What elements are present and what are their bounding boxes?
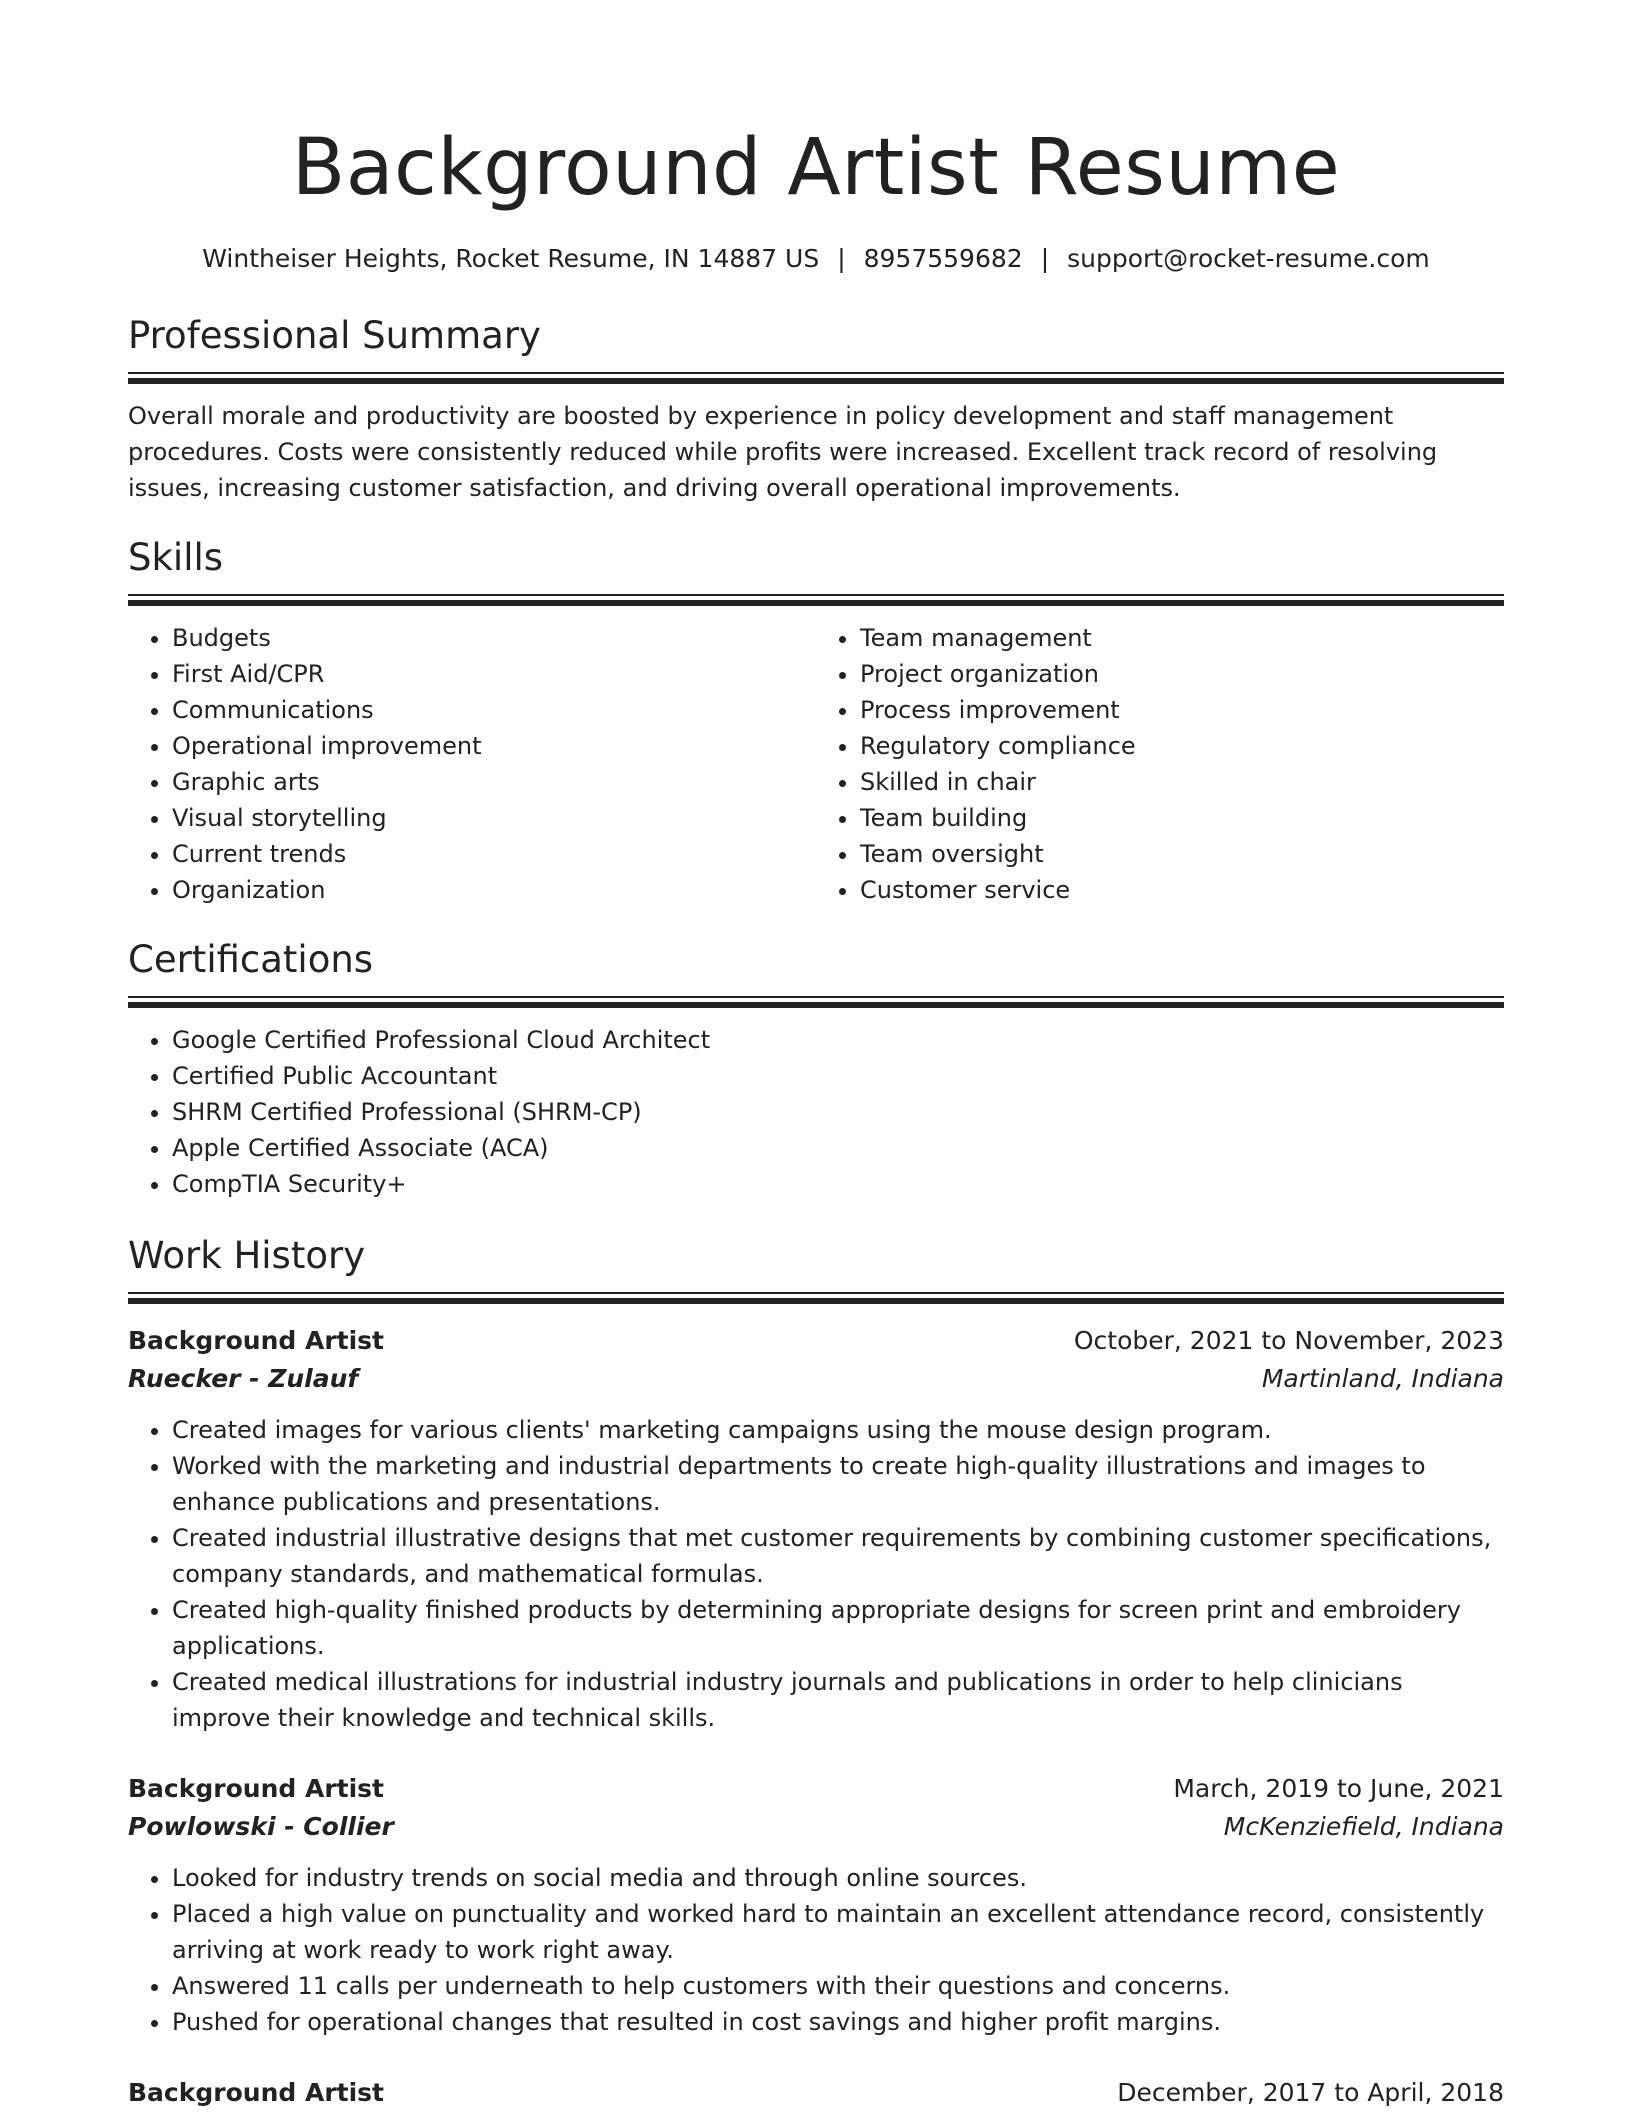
skills-grid: [128, 620, 1504, 908]
section-divider: [128, 1292, 1504, 1304]
job-dates: December, 2017 to April, 2018: [1117, 2078, 1504, 2107]
skill-item: • First Aid/CPR: [172, 656, 816, 692]
job-bullet: • Pushed for operational changes that resulted in cost savings and higher profit margins.: [172, 2004, 1504, 2040]
job-title: Background Artist: [128, 2078, 384, 2107]
job-bullet: • Created high-quality finished products by determining appropriate designs for screen print and embroidery applications.: [172, 1592, 1504, 1664]
job-bullets: [128, 1412, 1504, 1736]
skills-list-left: [128, 620, 816, 908]
certification-item: • Certified Public Accountant: [172, 1058, 1504, 1094]
job-dates: October, 2021 to November, 2023: [1073, 1326, 1504, 1355]
job-bullet: • Created medical illustrations for industrial industry journals and publications in order to help clinicians improve their knowledge and technical skills.: [172, 1664, 1504, 1736]
job-title: Background Artist: [128, 1774, 384, 1803]
skill-item: • Operational improvement: [172, 728, 816, 764]
contact-address: Wintheiser Heights, Rocket Resume, IN 14887 US: [202, 244, 820, 273]
contact-email: support@rocket-resume.com: [1067, 244, 1430, 273]
skill-item: • Current trends: [172, 836, 816, 872]
job-bullet: • Looked for industry trends on social media and through online sources.: [172, 1860, 1504, 1896]
resume-title: Background Artist Resume: [291, 123, 1341, 213]
skill-item: • Skilled in chair: [860, 764, 1504, 800]
job-bullet: • Answered 11 calls per underneath to help customers with their questions and concerns.: [172, 1968, 1504, 2004]
resume-page: [128, 0, 1504, 2112]
section-divider: [128, 996, 1504, 1008]
job-company: Ruecker - Zulauf: [128, 1364, 359, 1393]
contact-separator: |: [837, 244, 846, 273]
skills-heading: Skills: [128, 536, 224, 579]
certification-item: • SHRM Certified Professional (SHRM-CP): [172, 1094, 1504, 1130]
job-header: [128, 1770, 1504, 1808]
certification-item: • Apple Certified Associate (ACA): [172, 1130, 1504, 1166]
certifications-section: [128, 936, 1504, 1202]
job-entry: [128, 2074, 1504, 2112]
section-divider: [128, 594, 1504, 606]
job-location: Martinland, Indiana: [1261, 1364, 1504, 1393]
section-divider: [128, 372, 1504, 384]
skill-item: • Team oversight: [860, 836, 1504, 872]
certification-item: • Google Certified Professional Cloud Architect: [172, 1022, 1504, 1058]
skill-item: • Customer service: [860, 872, 1504, 908]
job-bullet: • Placed a high value on punctuality and worked hard to maintain an excellent attendance record, consistently arriving at work ready to work right away.: [172, 1896, 1504, 1968]
job-header: [128, 2074, 1504, 2112]
skill-item: • Team building: [860, 800, 1504, 836]
job-header: [128, 1322, 1504, 1360]
skills-list-right: [816, 620, 1504, 908]
contact-phone: 8957559682: [863, 244, 1023, 273]
skill-item: • Process improvement: [860, 692, 1504, 728]
job-subheader: [128, 1360, 1504, 1398]
job-company: Powlowski - Collier: [128, 1812, 394, 1841]
skill-item: • Graphic arts: [172, 764, 816, 800]
job-subheader: [128, 1808, 1504, 1846]
contact-separator: |: [1040, 244, 1050, 273]
job-dates: March, 2019 to June, 2021: [1173, 1774, 1504, 1803]
job-bullet: • Created industrial illustrative designs that met customer requirements by combining customer specifications, company standards, and mathematical formulas.: [172, 1520, 1504, 1592]
skill-item: • Regulatory compliance: [860, 728, 1504, 764]
job-title: Background Artist: [128, 1326, 384, 1355]
job-bullet: • Worked with the marketing and industrial departments to create high-quality illustrations and images to enhance publications and presentations.: [172, 1448, 1504, 1520]
job-location: McKenziefield, Indiana: [1223, 1812, 1504, 1841]
summary-section: [128, 312, 1504, 506]
skill-item: • Project organization: [860, 656, 1504, 692]
certifications-list: [128, 1022, 1504, 1202]
skill-item: • Communications: [172, 692, 816, 728]
certifications-heading: Certifications: [128, 938, 374, 981]
job-bullets: [128, 1860, 1504, 2040]
certification-item: • CompTIA Security+: [172, 1166, 1504, 1202]
job-entry: [128, 1770, 1504, 2040]
skill-item: • Budgets: [172, 620, 816, 656]
summary-heading: Professional Summary: [128, 314, 541, 357]
skill-item: • Organization: [172, 872, 816, 908]
work-history-section: [128, 1232, 1504, 2112]
work-history-heading: Work History: [128, 1234, 366, 1277]
summary-text: Overall morale and productivity are boosted by experience in policy development and staff management procedures. Costs were consistently reduced while profits were increased. Excellent track record of resolving issues, increasing customer satisfaction, and driving overall operational improvements.: [128, 402, 1438, 502]
job-bullet: • Created images for various clients' marketing campaigns using the mouse design program.: [172, 1412, 1504, 1448]
contact-line: [128, 242, 1504, 276]
skills-section: [128, 534, 1504, 908]
job-entry: [128, 1322, 1504, 1736]
skill-item: • Visual storytelling: [172, 800, 816, 836]
skill-item: • Team management: [860, 620, 1504, 656]
